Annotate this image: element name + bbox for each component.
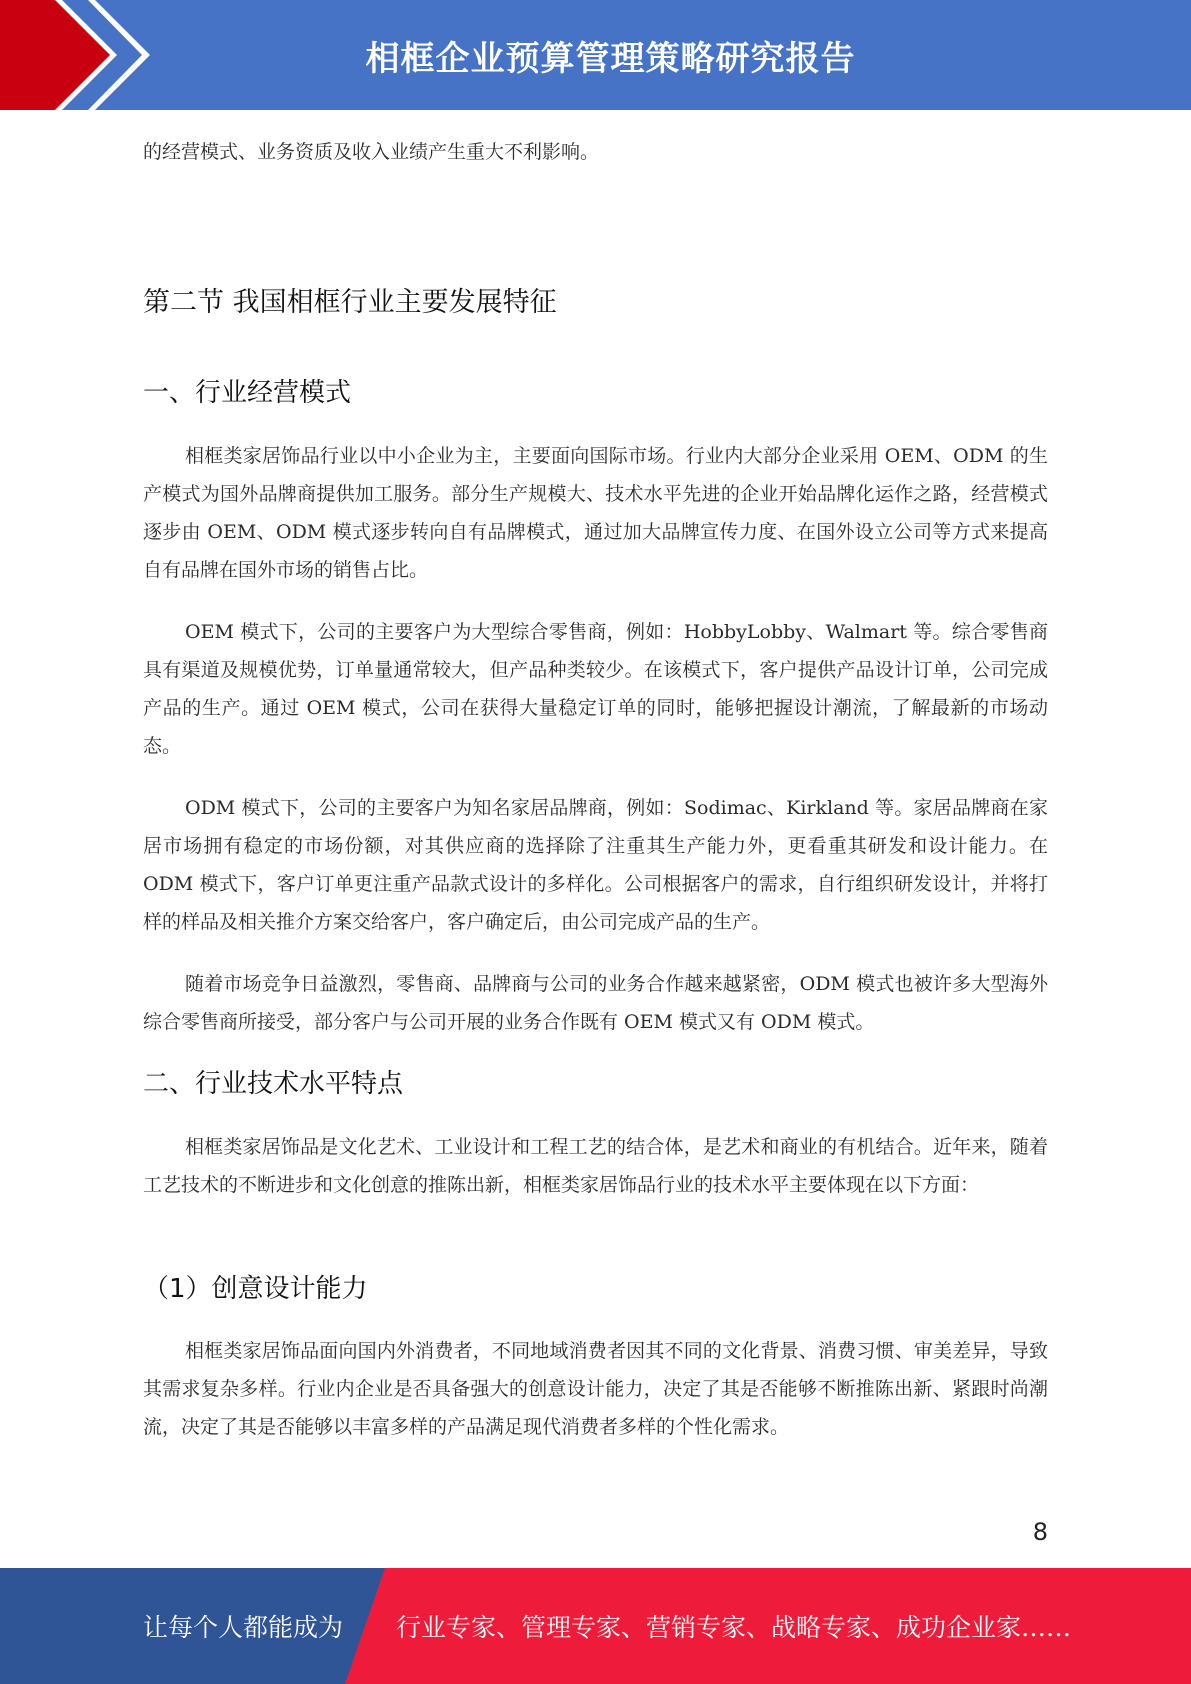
page-header: [0, 0, 1191, 110]
report-title: 相框企业预算管理策略研究报告: [365, 38, 856, 79]
paragraph-oem-model: OEM 模式下，公司的主要客户为大型综合零售商，例如：HobbyLobby、Walmart 等。综合零售商具有渠道及规模优势，订单量通常较大，但产品种类较少。在该模式下，客户提供产品设计订单，公司完成产品的生产。通过 OEM 模式，公司在获得大量稳定订单的同时，能够把握设计潮流，了解最新的市场动态。: [143, 621, 1048, 757]
paragraph-market-competition: 随着市场竞争日益激烈，零售商、品牌商与公司的业务合作越来越紧密，ODM 模式也被许多大型海外综合零售商所接受，部分客户与公司开展的业务合作既有 OEM 模式又有 ODM 模式。: [143, 973, 1048, 1033]
paragraph-technology-intro: 相框类家居饰品是文化艺术、工业设计和工程工艺的结合体，是艺术和商业的有机结合。近年来，随着工艺技术的不断进步和文化创意的推陈出新，相框类家居饰品行业的技术水平主要体现在以下方面：: [143, 1136, 1048, 1196]
paragraph-creative-design: 相框类家居饰品面向国内外消费者，不同地域消费者因其不同的文化背景、消费习惯、审美差异，导致其需求复杂多样。行业内企业是否具备强大的创意设计能力，决定了其是否能够不断推陈出新、紧跟时尚潮流，决定了其是否能够以丰富多样的产品满足现代消费者多样的个性化需求。: [143, 1340, 1048, 1438]
paragraph-industry-overview: 相框类家居饰品行业以中小企业为主，主要面向国际市场。行业内大部分企业采用 OEM、ODM 的生产模式为国外品牌商提供加工服务。部分生产规模大、技术水平先进的企业开始品牌化运作之路，经营模式逐步由 OEM、ODM 模式逐步转向自有品牌模式，通过加大品牌宣传力度、在国外设立公司等方式来提高自有品牌在国外市场的销售占比。: [143, 445, 1048, 581]
heading-creative-design: （1）创意设计能力: [143, 1274, 368, 1304]
carryover-paragraph: 的经营模式、业务资质及收入业绩产生重大不利影响。: [143, 141, 600, 163]
page-number: 8: [1032, 1518, 1048, 1546]
footer-slogan-left: 让每个人都能成为: [143, 1613, 344, 1642]
heading-technology-level: 二、行业技术水平特点: [143, 1069, 404, 1099]
footer-slogan-right: 行业专家、管理专家、营销专家、战略专家、成功企业家……: [396, 1613, 1072, 1642]
section-title: 第二节 我国相框行业主要发展特征: [143, 287, 557, 318]
paragraph-odm-model: ODM 模式下，公司的主要客户为知名家居品牌商，例如：Sodimac、Kirkland 等。家居品牌商在家居市场拥有稳定的市场份额，对其供应商的选择除了注重其生产能力外，更看重其研发和设计能力。在 ODM 模式下，客户订单更注重产品款式设计的多样化。公司根据客户的需求，自行组织研发设计，并将打样的样品及相关推介方案交给客户，客户确定后，由公司完成产品的生产。: [143, 797, 1048, 933]
page-footer: [0, 1568, 1191, 1684]
heading-business-model: 一、行业经营模式: [143, 378, 352, 408]
